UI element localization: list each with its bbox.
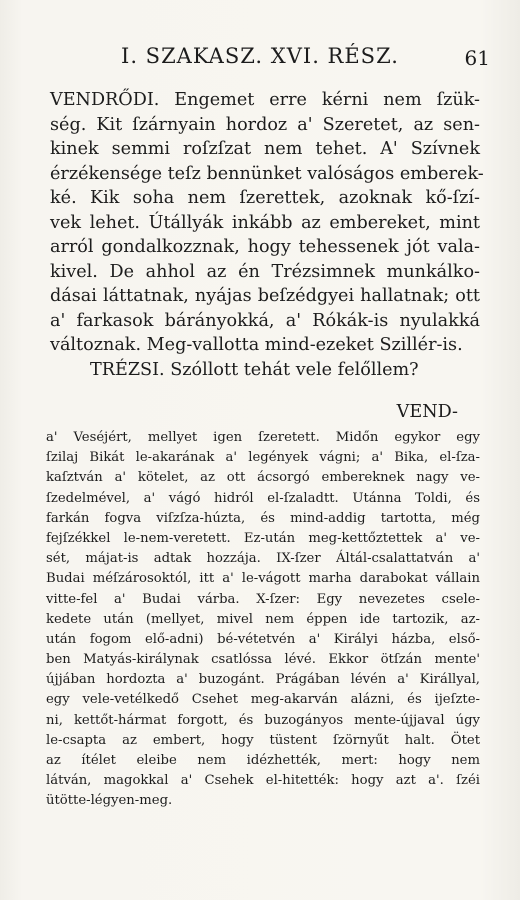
main-text-line: dásai láttatnak, nyájas beſzédgyei hallatnak; ott	[50, 286, 480, 306]
footnote-line: látván, magokkal a' Csehek el-hitették: hogy azt a'. ſzéi	[46, 773, 480, 789]
footnote-line: egy vele-vetélkedő Csehet meg-akarván alázni, és ijeſzte-	[46, 692, 480, 708]
footnote-line: a' Veséjért, mellyet igen ſzeretett. Midőn egykor egy	[46, 430, 480, 445]
footnote-line: újjában hordozta a' buzogánt. Prágában lévén a' Királlyal,	[46, 672, 480, 688]
page-number: 61	[464, 46, 490, 70]
main-text-line: ké. Kik soha nem ſzerettek, azoknak kő-ſzí-	[50, 188, 480, 208]
catchword: VEND-	[396, 402, 458, 422]
main-text-line: érzékensége teſz bennünket valóságos emberek-	[50, 163, 484, 184]
footnote-line: Budai méſzárosoktól, itt a' le-vágott marha darabokat vállain	[46, 571, 480, 587]
footnote-line: ütötte-légyen-meg.	[46, 793, 173, 809]
main-text-line: TRÉZSI. Szóllott tehát vele felőllem?	[90, 359, 419, 380]
footnote-line: után fogom elő-adni) bé-vétetvén a' Királyi házba, első-	[46, 631, 480, 647]
footnote-line: fejſzékkel le-nem-veretett. Ez-után meg-kettőztettek a' ve-	[46, 530, 480, 546]
main-text-line: arról gondalkozznak, hogy tehessenek jót vala-	[50, 237, 480, 257]
footnote-line: ni, kettőt-hármat forgott, és buzogányos mente-újjaval úgy	[46, 712, 480, 728]
page-header	[0, 44, 520, 74]
footnote-text	[46, 428, 480, 812]
footnote-line: vitte-fel a' Budai várba. X-ſzer: Egy nevezetes csele-	[46, 591, 480, 607]
footnote-line: ſzilaj Bikát le-akarának a' legények vágni; a' Bika, el-ſza-	[46, 450, 480, 466]
main-text-line: a' farkasok bárányokká, a' Rókák-is nyulakká	[50, 310, 480, 331]
footnote-line: kedete után (mellyet, mivel nem éppen ide tartozik, az-	[46, 611, 480, 627]
main-text-line: VENDRŐDI. Engemet erre kérni nem ſzük-	[50, 90, 480, 110]
footnote-line: sét, májat-is adtak hozzája. IX-ſzer Áltál-csalattatván a'	[46, 551, 480, 567]
main-text	[50, 88, 484, 382]
main-text-line: vek lehet. Útállyák inkább az embereket, mint	[50, 212, 480, 233]
footnote-line: le-csapta az embert, hogy tüstent ſzörnyűt halt. Ötet	[46, 732, 480, 748]
footnote-line: ſzedelmével, a' vágó hidról el-ſzaladtt. Utánna Toldi, és	[46, 490, 480, 506]
footnote-line: farkán fogva viſzſza-húzta, és mind-addig tartotta, még	[46, 510, 480, 526]
footnote-line: ben Matyás-királynak csatlóssa lévé. Ekkor ötſzán mente'	[46, 652, 480, 668]
footnote-line: az ítélet eleibe nem idézhették, mert: hogy nem	[46, 753, 480, 768]
running-head: I. SZAKASZ. XVI. RÉSZ.	[121, 44, 399, 68]
main-text-line: változnak. Meg-vallotta mind-ezeket Szillér-is.	[50, 335, 463, 355]
footnote-line: kaſztván a' kötelet, az ott ácsorgó embereknek nagy ve-	[46, 470, 480, 486]
main-text-line: kivel. De ahhol az én Trézsimnek munkálko-	[50, 261, 480, 282]
main-text-line: kinek semmi roſzſzat nem tehet. A' Szívnek	[50, 139, 480, 159]
main-text-line: ség. Kit ſzárnyain hordoz a' Szeretet, az sen-	[50, 114, 480, 135]
